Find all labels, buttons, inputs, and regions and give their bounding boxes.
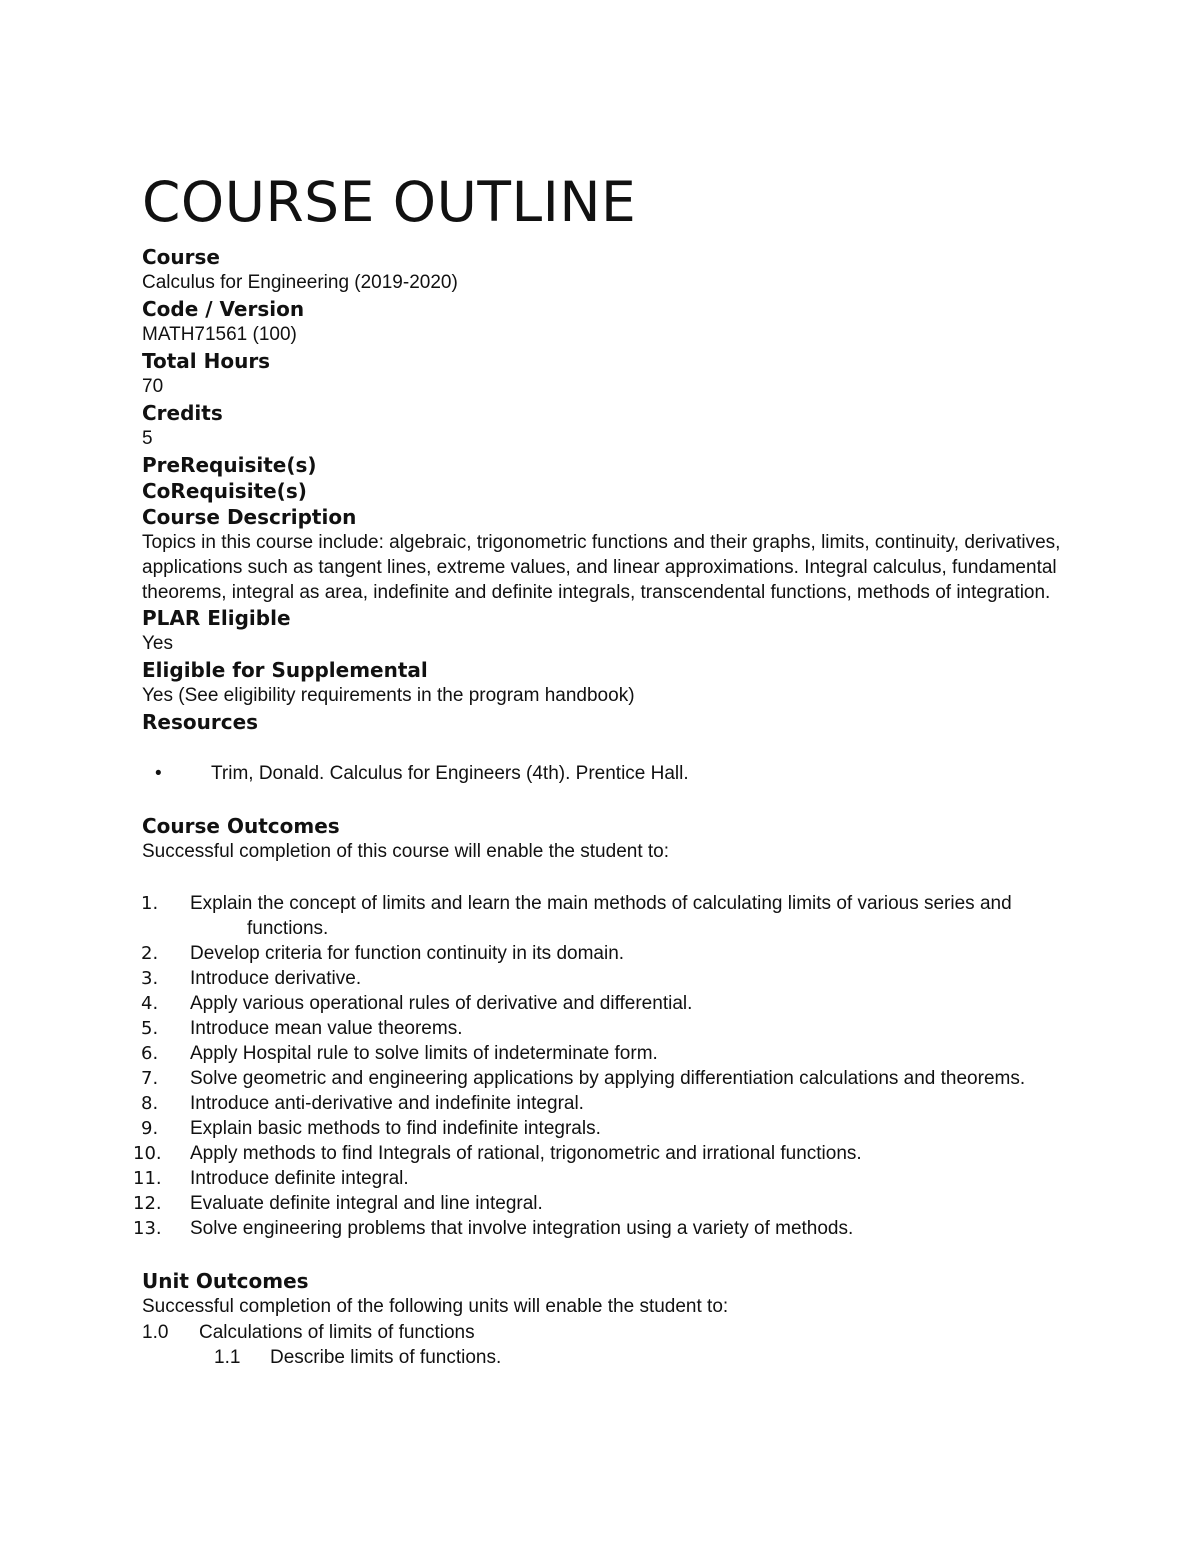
item-number: 4.	[141, 993, 159, 1014]
list-item	[142, 1091, 1072, 1116]
course-outcomes-heading: Course Outcomes	[142, 814, 340, 838]
hours-label: Total Hours	[142, 349, 271, 373]
list-item	[142, 1041, 1072, 1066]
sub-unit-text: Describe limits of functions.	[270, 1347, 502, 1368]
unit-outcomes-heading: Unit Outcomes	[142, 1269, 309, 1293]
code-label: Code / Version	[142, 297, 305, 321]
page-title: COURSE OUTLINE	[142, 170, 637, 234]
item-text: Introduce anti-derivative and indefinite integral.	[190, 1093, 584, 1114]
credits-label: Credits	[142, 401, 223, 425]
list-item	[133, 1166, 1072, 1191]
list-item	[133, 1141, 1072, 1166]
course-outcomes-intro: Successful completion of this course will enable the student to:	[142, 841, 670, 862]
item-number: 5.	[141, 1018, 159, 1039]
item-text: Explain the concept of limits and learn the main methods of calculating limits of various series and functions.	[190, 893, 1012, 939]
item-text: Solve geometric and engineering applications by applying differentiation calculations and theorems.	[190, 1068, 1026, 1089]
resources-list	[142, 761, 1072, 786]
item-text: Apply Hospital rule to solve limits of indeterminate form.	[190, 1043, 658, 1064]
list-item	[142, 1016, 1072, 1041]
unit-row	[142, 1320, 1072, 1345]
plar-label: PLAR Eligible	[142, 606, 291, 630]
list-item	[133, 1191, 1072, 1216]
item-text: Apply methods to find Integrals of rational, trigonometric and irrational functions.	[190, 1143, 862, 1164]
item-number: 13.	[133, 1218, 162, 1239]
bullet-icon: •	[155, 763, 162, 784]
item-number: 11.	[133, 1168, 162, 1189]
item-number: 10.	[133, 1143, 162, 1164]
item-number: 8.	[141, 1093, 159, 1114]
item-number: 3.	[141, 968, 159, 989]
list-item	[142, 761, 1072, 786]
list-item	[142, 941, 1072, 966]
item-number: 1.	[141, 893, 159, 914]
resources-label: Resources	[142, 710, 259, 734]
item-text: Solve engineering problems that involve integration using a variety of methods.	[190, 1218, 854, 1239]
item-number: 6.	[141, 1043, 159, 1064]
corequisites-label: CoRequisite(s)	[142, 479, 307, 503]
plar-value: Yes	[142, 633, 173, 654]
list-item	[142, 1116, 1072, 1141]
description-value: Topics in this course include: algebraic, trigonometric functions and their graphs, limits, continuity, derivatives, applications such as tangent lines, extreme values, and linear approximations. Integral calculus, fundamental theorems, integral as area, indefinite and definite integrals, transcendental functions, methods of integration.	[142, 532, 1061, 603]
course-label: Course	[142, 245, 220, 269]
item-text: Introduce derivative.	[190, 968, 362, 989]
code-value: MATH71561 (100)	[142, 324, 297, 345]
document-body	[133, 244, 1072, 1370]
item-text: Introduce definite integral.	[190, 1168, 409, 1189]
description-label: Course Description	[142, 505, 357, 529]
item-number: 2.	[141, 943, 159, 964]
unit-outcomes-intro: Successful completion of the following units will enable the student to:	[142, 1296, 729, 1317]
resource-text: Trim, Donald. Calculus for Engineers (4th). Prentice Hall.	[211, 763, 689, 784]
sub-unit-number: 1.1	[214, 1347, 241, 1368]
course-value: Calculus for Engineering (2019-2020)	[142, 272, 458, 293]
list-item	[142, 966, 1072, 991]
prerequisites-label: PreRequisite(s)	[142, 453, 317, 477]
unit-number: 1.0	[142, 1322, 169, 1343]
credits-value: 5	[142, 428, 153, 449]
item-text: Evaluate definite integral and line integral.	[190, 1193, 543, 1214]
list-item	[142, 891, 1072, 941]
item-text: Explain basic methods to find indefinite integrals.	[190, 1118, 601, 1139]
item-text: Apply various operational rules of derivative and differential.	[190, 993, 693, 1014]
supplemental-value: Yes (See eligibility requirements in the program handbook)	[142, 685, 635, 706]
item-text: Introduce mean value theorems.	[190, 1018, 463, 1039]
unit-title: Calculations of limits of functions	[199, 1322, 475, 1343]
course-outcomes-list	[133, 891, 1072, 1241]
supplemental-label: Eligible for Supplemental	[142, 658, 428, 682]
list-item	[142, 991, 1072, 1016]
item-number: 12.	[133, 1193, 162, 1214]
list-item	[133, 1216, 1072, 1241]
hours-value: 70	[142, 376, 164, 397]
item-number: 7.	[141, 1068, 159, 1089]
item-number: 9.	[141, 1118, 159, 1139]
list-item	[142, 1066, 1072, 1091]
sub-unit-row	[142, 1345, 1072, 1370]
item-text: Develop criteria for function continuity in its domain.	[190, 943, 625, 964]
